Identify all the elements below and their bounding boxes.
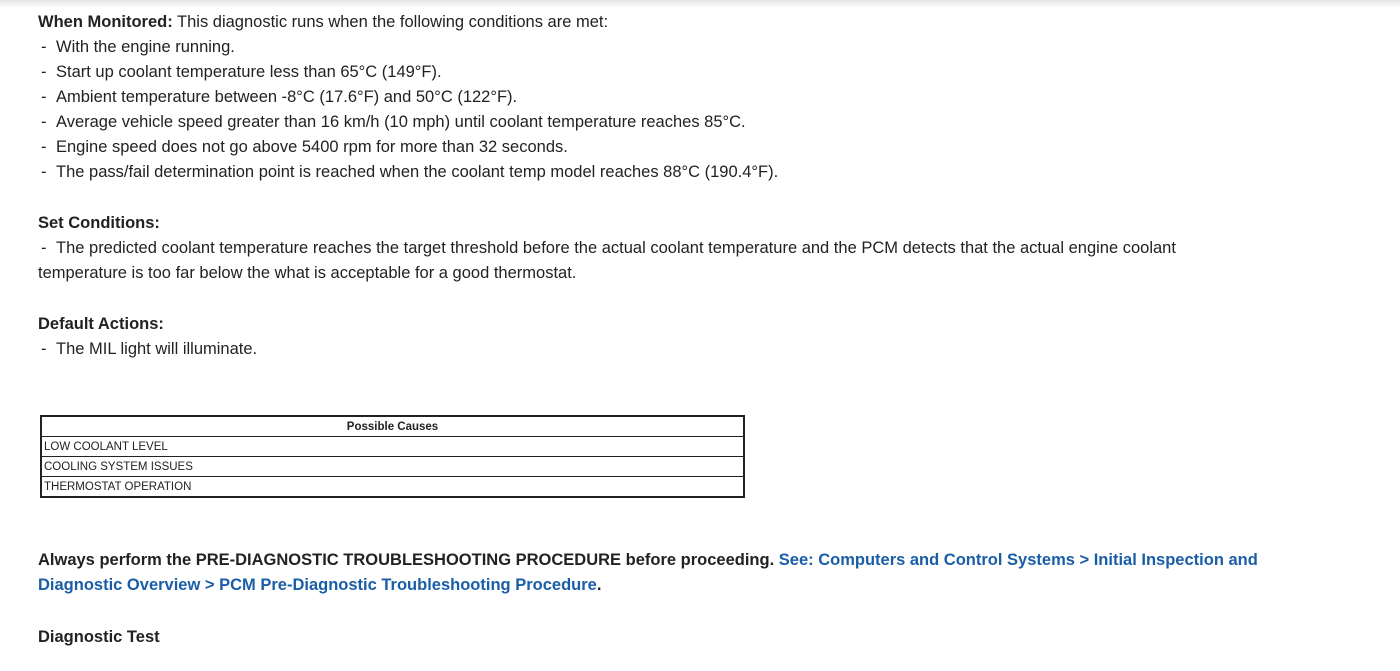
when-monitored-intro: This diagnostic runs when the following conditions are met: (172, 13, 609, 31)
set-conditions-label: Set Conditions: (38, 214, 160, 232)
pre-diagnostic-note (38, 548, 1258, 598)
top-shadow (0, 0, 1400, 8)
table-cell: THERMOSTAT OPERATION (44, 480, 192, 493)
table-row (41, 457, 744, 477)
possible-causes-table (40, 415, 745, 498)
diagnostic-test-section (38, 625, 160, 650)
pcm-pre-diagnostic-link[interactable]: See: Computers and Control Systems > Initial Inspection and Diagnostic Overview > PCM Pre-Diagnostic Troubleshooting Procedure (38, 551, 1258, 594)
possible-causes-header: Possible Causes (41, 416, 744, 437)
when-monitored-heading (38, 10, 1358, 35)
list-item: - Ambient temperature between -8°C (17.6°F) and 50°C (122°F). (41, 88, 518, 106)
table-cell: COOLING SYSTEM ISSUES (41, 457, 744, 477)
list-item: - Average vehicle speed greater than 16 km/h (10 mph) until coolant temperature reaches 85°C. (41, 113, 746, 131)
when-monitored-label: When Monitored: (38, 13, 173, 31)
list-item: - The MIL light will illuminate. (41, 340, 258, 358)
table-cell: LOW COOLANT LEVEL (41, 437, 744, 457)
trailing-period: . (596, 576, 602, 594)
default-actions-label: Default Actions: (38, 315, 164, 333)
diagnostic-test-heading: Diagnostic Test (38, 628, 160, 646)
default-actions-section (38, 312, 257, 362)
pre-diagnostic-text: Always perform the PRE-DIAGNOSTIC TROUBLESHOOTING PROCEDURE before proceeding. (38, 551, 775, 569)
when-monitored-section (38, 10, 1358, 185)
list-item: - Start up coolant temperature less than 65°C (149°F). (41, 63, 442, 81)
table-row (41, 477, 744, 498)
table-row (41, 437, 744, 457)
list-item: - With the engine running. (41, 38, 235, 56)
list-item: - Engine speed does not go above 5400 rpm for more than 32 seconds. (41, 138, 568, 156)
list-item: - The pass/fail determination point is reached when the coolant temp model reaches 88°C (190.4°F). (41, 163, 779, 181)
set-conditions-continuation: temperature is too far below the what is acceptable for a good thermostat. (38, 264, 577, 282)
set-conditions-section (38, 211, 1176, 286)
list-item: - The predicted coolant temperature reaches the target threshold before the actual coolant temperature and the PCM detects that the actual engine coolant (41, 239, 1176, 257)
